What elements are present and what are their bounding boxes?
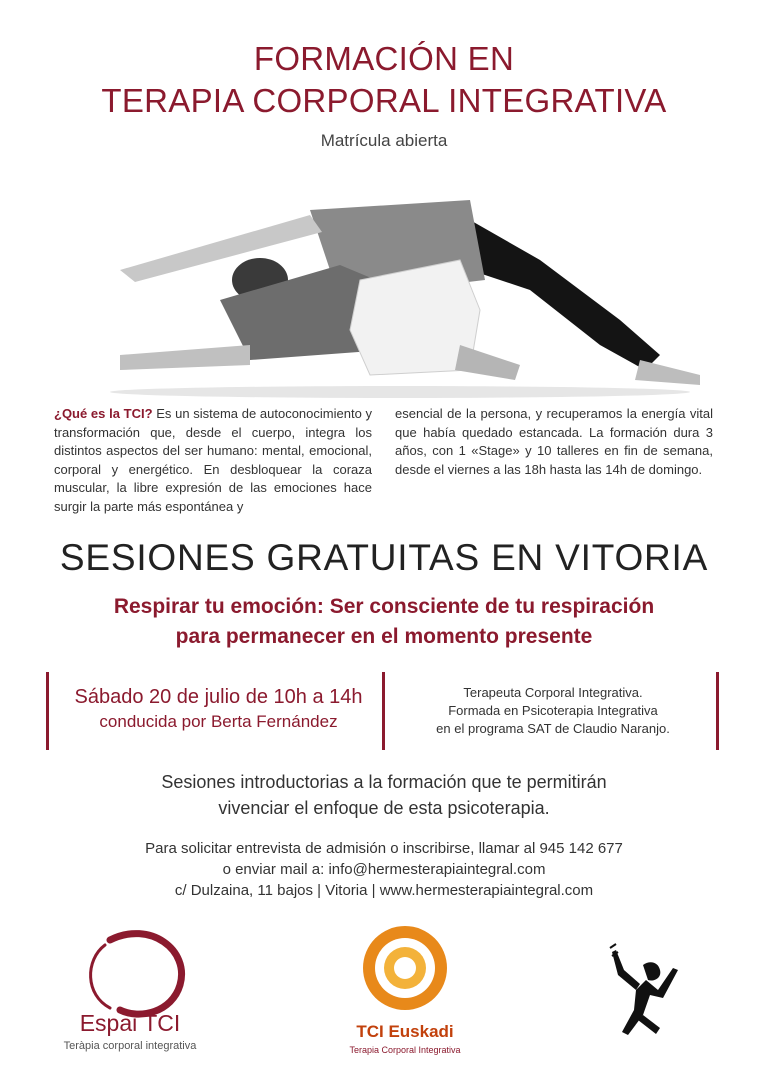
topic-line-2: para permanecer en el momento presente — [175, 625, 593, 648]
intro-paragraph-col2: esencial de la persona, y recuperamos la energía vital que había quedado estancada. La formación dura 3 años, con 1 «Stage» y 10 talleres en fin de semana, desde el viernes a las 18h hasta las 14h de domingo. — [395, 406, 713, 477]
bio-line-3: en el programa SAT de Claudio Naranjo. — [436, 721, 670, 736]
tci-euskadi-logo-icon — [355, 918, 455, 1018]
bio-line-2: Formada en Psicoterapia Integrativa — [448, 703, 658, 718]
espai-tci-subtitle: Teràpia corporal integrativa — [63, 1040, 197, 1052]
tci-euskadi-name: TCI Euskadi — [356, 1022, 454, 1041]
tci-euskadi-subtitle: Terapia Corporal Integrativa — [349, 1045, 461, 1055]
intro-line-1: Sesiones introductorias a la formación que te permitirán — [161, 772, 607, 792]
intro-col1-text: Es un sistema de autoconocimiento y transformación que, desde el cuerpo, integra los distintos aspectos del ser humano: mental, emocional, corporal y energético. En desbloquear la coraza muscular, la libre expresión de las emociones hace surgir la parte más espontánea y — [54, 406, 372, 514]
subtitle: Matrícula abierta — [320, 131, 448, 150]
intro-line-2: vivenciar el enfoque de esta psicoterapia. — [218, 798, 550, 818]
espai-tci-name: Espai TCI — [79, 1010, 181, 1036]
session-date: Sábado 20 de julio de 10h a 14h — [74, 686, 363, 708]
bio-line-1: Terapeuta Corporal Integrativa. — [463, 685, 643, 700]
contact-email-line: o enviar mail a: info@hermesterapiaintegral.com — [222, 861, 546, 878]
session-details — [52, 684, 385, 734]
therapist-bio — [388, 684, 718, 738]
sessions-heading: SESIONES GRATUITAS EN VITORIA — [59, 537, 709, 578]
page-title — [0, 38, 768, 122]
divider-left — [46, 672, 49, 750]
session-topic — [0, 592, 768, 652]
espai-tci-logo-icon — [50, 920, 220, 1060]
contact-phone-line: Para solicitar entrevista de admisión o inscribirse, llamar al 945 142 677 — [145, 840, 623, 857]
hermes-figure-logo-icon — [588, 940, 698, 1050]
yoga-pose-photo — [100, 170, 710, 400]
intro-paragraph-col1 — [54, 405, 372, 517]
contact-info — [0, 838, 768, 901]
question-label: ¿Qué es la TCI? — [54, 406, 153, 421]
topic-line-1: Respirar tu emoción: Ser consciente de tu respiración — [113, 595, 655, 618]
contact-address-line: c/ Dulzaina, 11 bajos | Vitoria | www.hermesterapiaintegral.com — [174, 882, 594, 899]
introductory-text — [0, 769, 768, 821]
title-line-2: TERAPIA CORPORAL INTEGRATIVA — [101, 82, 667, 119]
title-line-1: FORMACIÓN EN — [253, 40, 515, 77]
session-conductor: conducida por Berta Fernández — [99, 712, 338, 731]
